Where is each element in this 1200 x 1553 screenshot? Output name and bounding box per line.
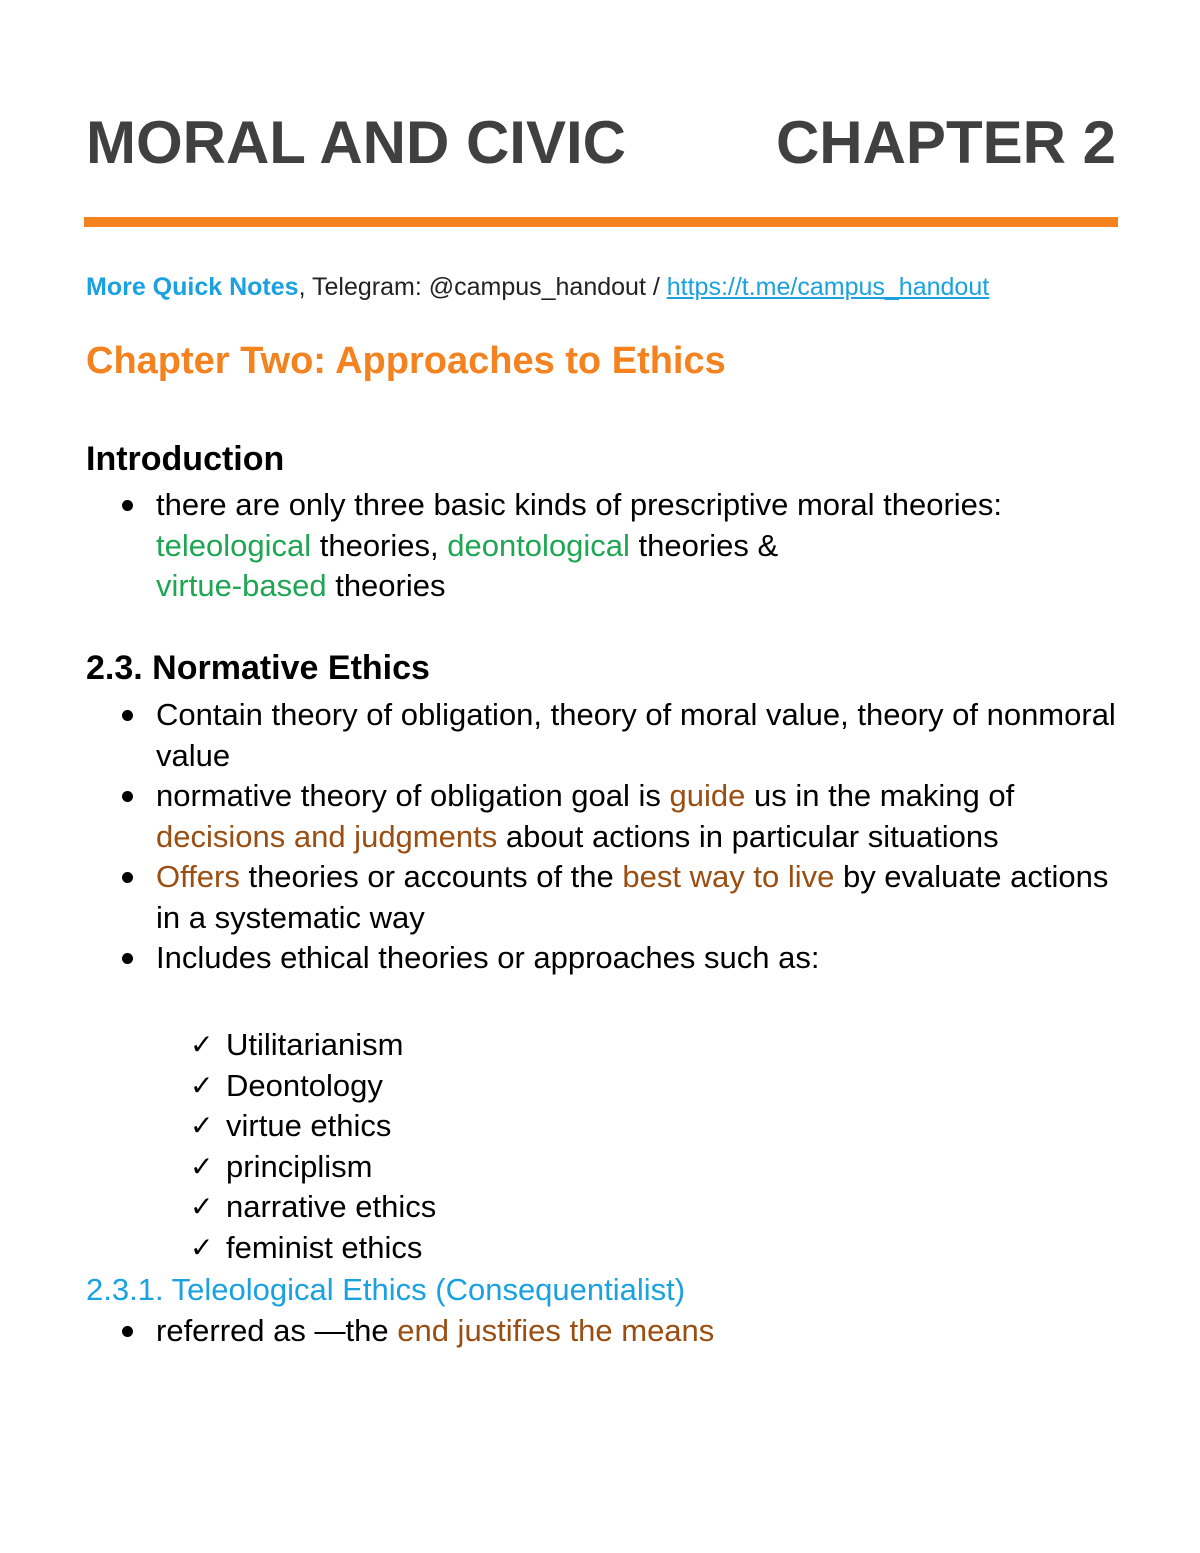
bullet-text: Contain theory of obligation, theory of moral value, theory of nonmoral value — [156, 697, 1116, 773]
bullet-text: theories or accounts of the — [239, 859, 623, 894]
approach-label: virtue ethics — [226, 1108, 392, 1143]
bullet-text: us in the making of — [745, 778, 1015, 813]
bullet-text: about actions in particular situations — [497, 818, 999, 854]
checkmark-icon: ✓ — [190, 1190, 214, 1223]
bullet-text: by evaluate actions in a systematic way — [156, 859, 1109, 935]
telegram-link[interactable]: https://t.me/campus_handout — [666, 273, 990, 301]
checkmark-icon: ✓ — [190, 1109, 214, 1142]
bullet-icon — [122, 1326, 133, 1337]
teleological-ethics-list — [118, 1311, 1118, 1352]
approach-label: Deontology — [226, 1067, 383, 1103]
checkmark-icon: ✓ — [190, 1028, 214, 1061]
checkmark-icon: ✓ — [190, 1149, 214, 1183]
checkmark-icon: ✓ — [190, 1230, 214, 1264]
bullet-text: theories & — [629, 527, 779, 563]
list-item — [118, 485, 1118, 607]
header-chapter-label: CHAPTER 2 — [775, 109, 1116, 176]
bullet-icon — [122, 710, 133, 721]
introduction-list — [118, 485, 1118, 607]
normative-ethics-list — [118, 695, 1118, 979]
highlight-term: Offers — [156, 859, 240, 894]
quick-notes-line — [86, 270, 989, 304]
approach-label: narrative ethics — [226, 1189, 437, 1224]
approach-label: Utilitarianism — [226, 1027, 404, 1062]
bullet-text: normative theory of obligation goal is — [156, 778, 670, 813]
bullet-icon — [122, 953, 133, 964]
highlight-term: best way to live — [622, 859, 835, 894]
bullet-icon — [122, 500, 133, 511]
highlight-term: end justifies the means — [397, 1313, 715, 1348]
list-item — [118, 776, 1118, 857]
list-item — [118, 695, 1118, 776]
list-item — [118, 857, 1118, 938]
highlight-term: guide — [669, 778, 746, 813]
telegram-handle-text: , Telegram: @campus_handout / — [298, 273, 667, 301]
checklist-item — [188, 1228, 436, 1269]
bullet-text: theories, — [311, 527, 448, 563]
introduction-heading: Introduction — [86, 440, 285, 478]
bullet-text: there are only three basic kinds of prescriptive moral theories: — [156, 487, 1003, 522]
checklist-item — [188, 1066, 436, 1107]
approaches-checklist — [188, 1025, 436, 1268]
checklist-item — [188, 1106, 436, 1147]
approach-label: feminist ethics — [226, 1229, 423, 1265]
bullet-text: referred as —the — [156, 1313, 398, 1348]
highlight-term: teleological — [156, 527, 312, 563]
list-item — [118, 938, 1118, 979]
normative-ethics-heading: 2.3. Normative Ethics — [86, 649, 430, 687]
bullet-text: Includes ethical theories or approaches such as: — [156, 940, 820, 975]
bullet-icon — [122, 872, 133, 883]
highlight-term: decisions and judgments — [156, 818, 498, 854]
checklist-item — [188, 1187, 436, 1228]
highlight-term: virtue-based — [156, 568, 327, 603]
bullet-text: theories — [326, 568, 446, 603]
teleological-ethics-heading: 2.3.1. Teleological Ethics (Consequentialist) — [86, 1272, 686, 1307]
checkmark-icon: ✓ — [190, 1068, 214, 1102]
page-header — [86, 108, 1116, 178]
quick-notes-label: More Quick Notes — [86, 273, 299, 301]
checklist-item — [188, 1025, 436, 1066]
approach-label: principlism — [226, 1148, 373, 1184]
list-item — [118, 1311, 1118, 1352]
header-divider — [84, 217, 1118, 227]
highlight-term: deontological — [447, 527, 630, 563]
header-course-title: MORAL AND CIVIC — [86, 109, 626, 176]
chapter-title: Chapter Two: Approaches to Ethics — [86, 340, 726, 382]
bullet-icon — [122, 791, 133, 802]
checklist-item — [188, 1147, 436, 1188]
